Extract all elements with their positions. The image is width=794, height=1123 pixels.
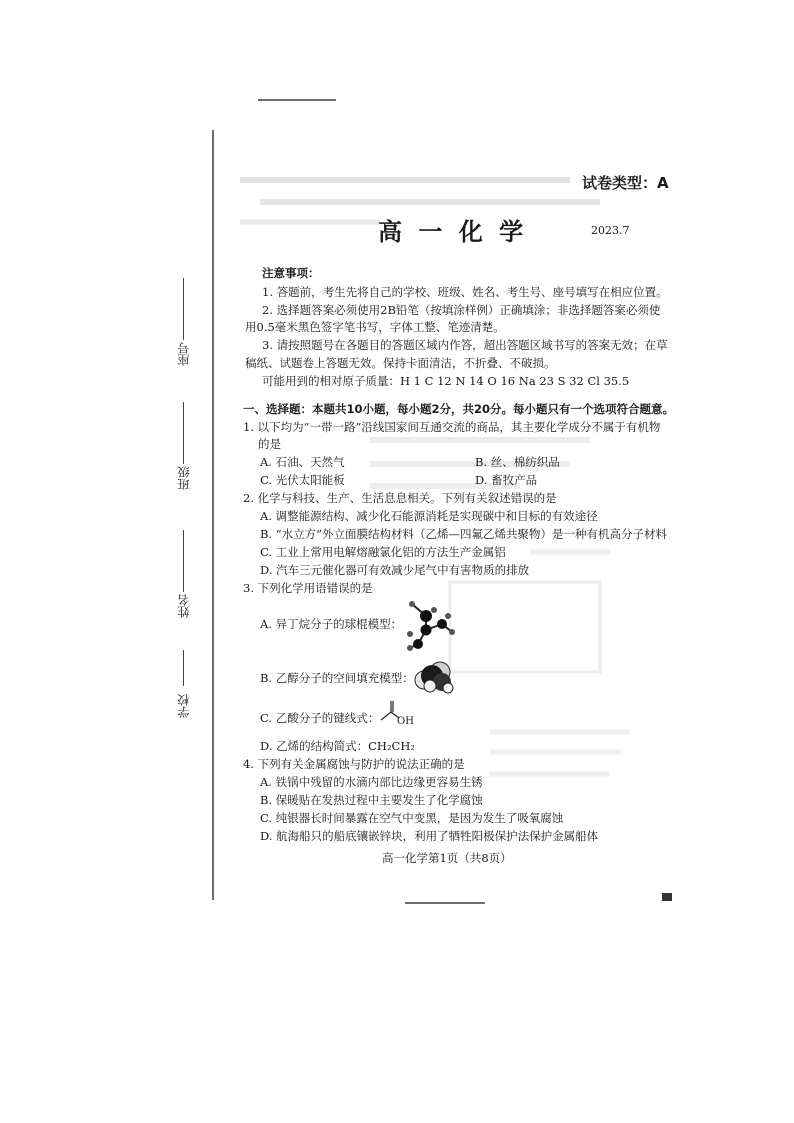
name-label: 姓名 [177, 594, 191, 618]
q1-option-b: B. 丝、棉纺织品 [475, 455, 560, 469]
carbon-atom [421, 625, 432, 636]
q3-stem: 3. 下列化学用语错误的是 [243, 581, 373, 595]
hydrogen-atom [445, 613, 451, 619]
hydrogen-atom [407, 645, 413, 651]
isobutane-ball-stick-model [398, 594, 468, 654]
notice-item-1: 1. 答题前，考生先将自己的学校、班级、姓名、考生号、座号填写在相应位置。 [262, 285, 668, 299]
carbon-atom [437, 619, 447, 629]
q4-option-d: D. 航海船只的船底镶嵌锌块，利用了牺牲阳极保护法保护金属船体 [260, 829, 599, 843]
q4-option-c: C. 纯银器长时间暴露在空气中变黑，是因为发生了吸氧腐蚀 [260, 811, 564, 825]
bond [381, 712, 391, 720]
scan-bottom-line [405, 902, 485, 904]
q2-option-a: A. 调整能源结构、减少化石能源消耗是实现碳中和目标的有效途径 [260, 509, 598, 523]
q3-option-d: D. 乙烯的结构简式：CH₂CH₂ [260, 739, 415, 753]
q2-option-d: D. 汽车三元催化器可有效减少尾气中有害物质的排放 [260, 563, 530, 577]
page-left-edge [212, 130, 214, 900]
section1-heading: 一、选择题：本题共10小题，每小题2分，共20分。每小题只有一个选项符合题意。 [243, 402, 675, 416]
exam-date: 2023.7 [591, 224, 630, 237]
carbon-atom [420, 610, 432, 622]
page-footer: 高一化学第1页（共8页） [382, 851, 512, 865]
q1-stem: 1. 以下均为“一带一路”沿线国家间互通交流的商品，其主要化学成分不属于有机物 [243, 420, 661, 434]
q2-option-c: C. 工业上常用电解熔融氯化铝的方法生产金属铝 [260, 545, 506, 559]
scan-top-line [258, 99, 336, 101]
class-line [183, 402, 184, 464]
notice-item-3: 3. 请按照题号在各题目的答题区域内作答，超出答题区域书写的答案无效；在草 [262, 338, 668, 352]
q1-stem-cont: 的是 [258, 437, 281, 451]
hydrogen-atom [449, 629, 455, 635]
paper-type: 试卷类型：A [582, 174, 669, 192]
hydrogen-atom [407, 631, 413, 637]
q2-stem: 2. 化学与科技、生产、生活息息相关。下列有关叙述错误的是 [243, 491, 557, 505]
scan-bottom-right-mark [662, 893, 672, 901]
q2-option-b: B. “水立方”外立面膜结构材料（乙烯—四氟乙烯共聚物）是一种有机高分子材料 [260, 527, 668, 541]
page-title: 高 一 化 学 [378, 217, 528, 246]
name-line [183, 530, 184, 592]
q3-option-b: B. 乙醇分子的空间填充模型： [260, 671, 414, 685]
q1-option-a: A. 石油、天然气 [260, 455, 345, 469]
notice-item-3b: 稿纸、试题卷上答题无效。保持卡面清洁，不折叠、不破损。 [245, 356, 556, 370]
seat-label: 座号 [177, 342, 191, 366]
notice-item-2b: 用0.5毫米黑色签字笔书写，字体工整、笔迹清楚。 [245, 320, 505, 334]
q3-option-c: C. 乙酸分子的键线式： [260, 711, 380, 725]
school-line [183, 650, 184, 686]
hydrogen-sphere [443, 683, 453, 693]
notice-item-2: 2. 选择题答案必须使用2B铅笔（按填涂样例）正确填涂；非选择题答案必须使 [262, 303, 661, 317]
hydrogen-atom [431, 607, 437, 613]
q4-stem: 4. 下列有关金属腐蚀与防护的说法正确的是 [243, 757, 465, 771]
acetic-acid-oh-label: OH [397, 716, 414, 727]
atomic-mass-line: 可能用到的相对原子质量：H 1 C 12 N 14 O 16 Na 23 S 32 Cl 35.5 [262, 374, 630, 388]
hydrogen-atom [409, 601, 415, 607]
q4-option-a: A. 铁锅中残留的水滴内部比边缘更容易生锈 [260, 775, 483, 789]
class-label: 班级 [177, 466, 191, 490]
q1-option-d: D. 畜牧产品 [475, 473, 538, 487]
carbon-atom [413, 639, 423, 649]
seat-line [183, 278, 184, 340]
q4-option-b: B. 保暖贴在发热过程中主要发生了化学腐蚀 [260, 793, 483, 807]
q3-option-a: A. 异丁烷分子的球棍模型： [260, 617, 403, 631]
q1-option-c: C. 光伏太阳能板 [260, 473, 345, 487]
hydrogen-sphere [424, 680, 436, 692]
notice-heading: 注意事项： [262, 266, 320, 280]
school-label: 学校 [177, 694, 191, 718]
ethanol-space-filling-model [412, 658, 456, 694]
